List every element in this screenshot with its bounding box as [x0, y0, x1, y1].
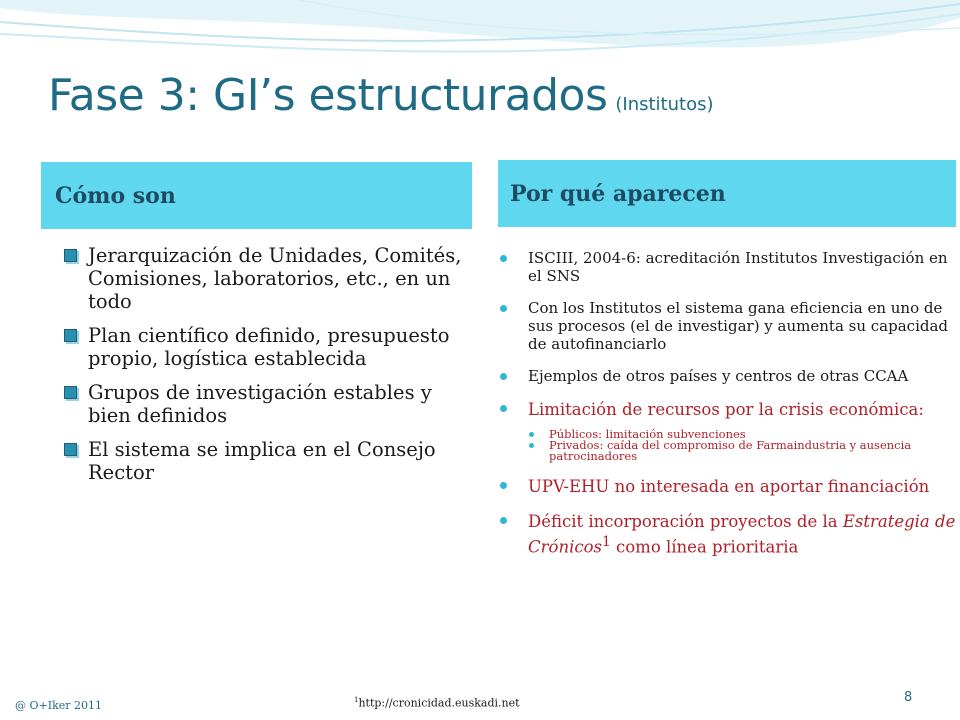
square-bullet-icon [64, 329, 77, 342]
sub-bullet-list [528, 429, 958, 462]
round-bullet-icon [500, 482, 507, 489]
title-main: Fase 3: GI’s estructurados [48, 70, 608, 121]
left-bullet-list [64, 244, 474, 495]
footer-credit: @ O+Iker 2011 [15, 699, 103, 712]
list-item: Ejemplos de otros países y centros de otras CCAA [500, 367, 958, 385]
list-item: Con los Institutos el sistema gana eficiencia en uno de sus procesos (el de investigar) y aumenta su capacidad de autofinanciarlo [500, 299, 958, 353]
page-number: 8 [904, 690, 913, 705]
round-bullet-icon [500, 255, 507, 262]
title-sub: (Institutos) [615, 94, 714, 115]
heading-como-son: Cómo son [41, 162, 472, 229]
square-bullet-icon [64, 386, 77, 399]
list-item: Limitación de recursos por la crisis económica: Públicos: limitación subvenciones Privados: caída del compromiso de Farmaindustria y ausencia patrocinadores [500, 399, 958, 462]
list-item: El sistema se implica en el Consejo Rector [64, 438, 474, 484]
square-bullet-icon [64, 249, 77, 262]
list-item: Grupos de investigación estables y bien definidos [64, 381, 474, 427]
footnote: $^1$http://cronicidad.euskadi.net [354, 696, 520, 710]
right-bullet-list [500, 249, 958, 572]
round-bullet-icon [500, 373, 507, 380]
list-item: Jerarquización de Unidades, Comités, Comisiones, laboratorios, etc., en un todo [64, 244, 474, 313]
round-bullet-icon [500, 405, 507, 412]
round-bullet-icon [500, 517, 507, 524]
list-item: UPV-EHU no interesada en aportar financiación [500, 476, 958, 497]
round-bullet-icon [529, 443, 534, 448]
round-bullet-icon [529, 432, 534, 437]
sub-list-item: Públicos: limitación subvenciones [528, 429, 958, 440]
decorative-waves [0, 0, 960, 80]
square-bullet-icon [64, 443, 77, 456]
round-bullet-icon [500, 305, 507, 312]
list-item: Déficit incorporación proyectos de la Estrategia de Crónicos$^1$ como línea prioritaria [500, 511, 958, 558]
slide-title [48, 70, 714, 121]
heading-por-que-aparecen: Por qué aparecen [498, 160, 956, 227]
list-item: Plan científico definido, presupuesto propio, logística establecida [64, 324, 474, 370]
sub-list-item: Privados: caída del compromiso de Farmaindustria y ausencia patrocinadores [528, 440, 958, 462]
footnote-link-text: http://cronicidad.euskadi.net [358, 696, 520, 710]
list-item: ISCIII, 2004-6: acreditación Institutos Investigación en el SNS [500, 249, 958, 285]
